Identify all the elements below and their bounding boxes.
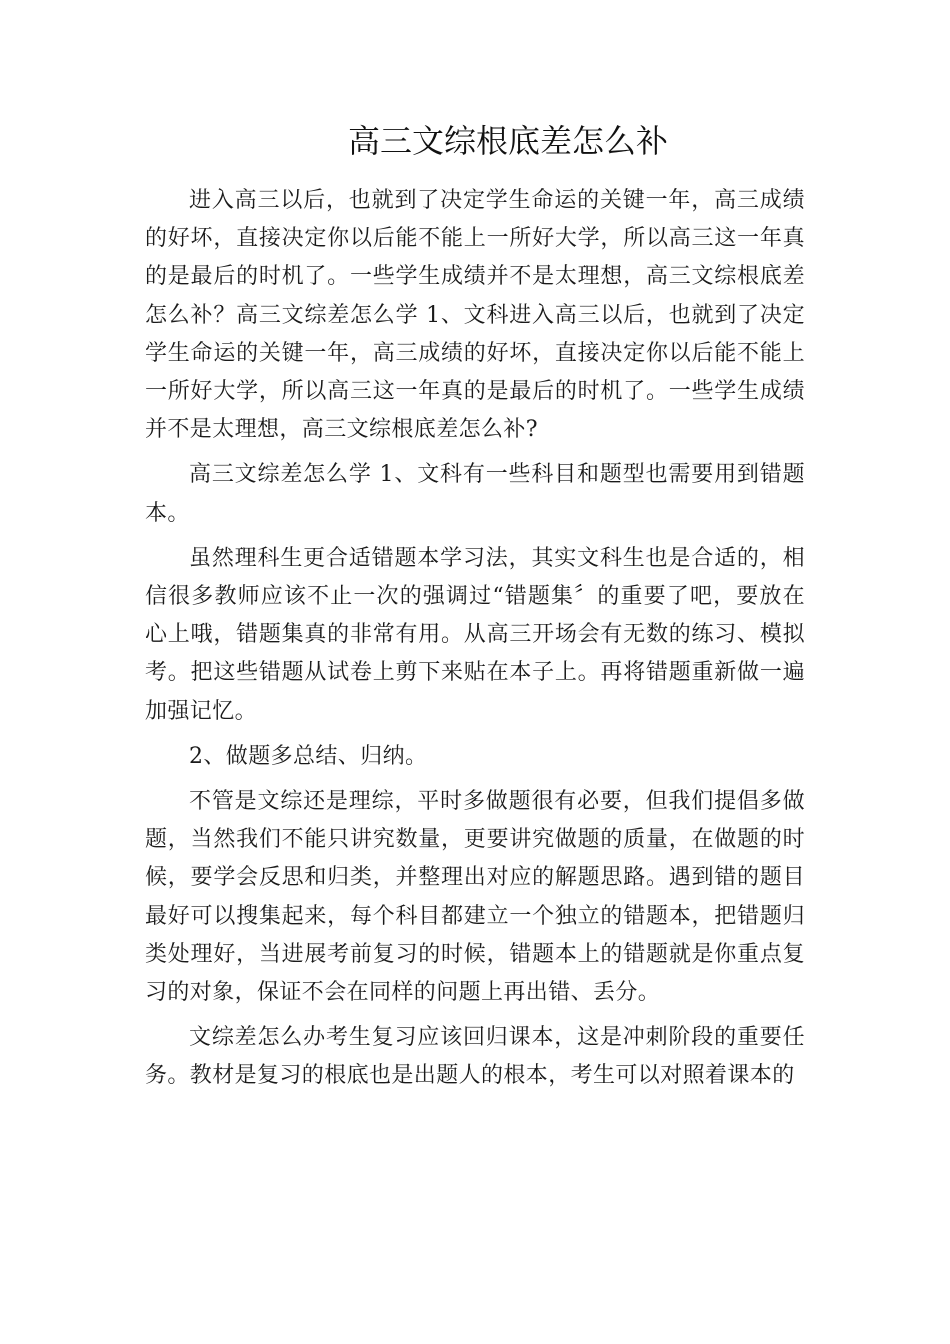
paragraph: 2、做题多总结、归纳。 bbox=[189, 743, 428, 769]
paragraph: 文综差怎么办考生复习应该回归课本，这是冲刺阶段的重要任务。教材是复习的根底也是出题人的根本，考生可以对照着课本的 bbox=[145, 1025, 805, 1089]
document-body bbox=[145, 182, 805, 1103]
paragraph: 不管是文综还是理综，平时多做题很有必要，但我们提倡多做题，当然我们不能只讲究数量，更要讲究做题的质量，在做题的时候，要学会反思和归类，并整理出对应的解题思路。遇到错的题目最好可以搜集起来，每个科目都建立一个独立的错题本，把错题归类处理好，当进展考前复习的时候，错题本上的错题就是你重点复习的对象，保证不会在同样的问题上再出错、丢分。 bbox=[145, 789, 805, 1006]
paragraph: 虽然理科生更合适错题本学习法，其实文科生也是合适的，相信很多教师应该不止一次的强调过“错题集〞的重要了吧，要放在心上哦，错题集真的非常有用。从高三开场会有无数的练习、模拟考。把这些错题从试卷上剪下来贴在本子上。再将错题重新做一遍加强记忆。 bbox=[145, 545, 805, 724]
document-title: 高三文综根底差怎么补 bbox=[347, 122, 668, 160]
paragraph: 进入高三以后，也就到了决定学生命运的关键一年，高三成绩的好坏，直接决定你以后能不能上一所好大学，所以高三这一年真的是最后的时机了。一些学生成绩并不是太理想，高三文综根底差怎么补？高三文综差怎么学 1、文科进入高三以后，也就到了决定学生命运的关键一年，高三成绩的好坏，直接决定你以后能不能上一所好大学，所以高三这一年真的是最后的时机了。一些学生成绩并不是太理想，高三文综根底差怎么补? bbox=[145, 188, 805, 443]
paragraph: 高三文综差怎么学 1、文科有一些科目和题型也需要用到错题本。 bbox=[145, 462, 805, 526]
